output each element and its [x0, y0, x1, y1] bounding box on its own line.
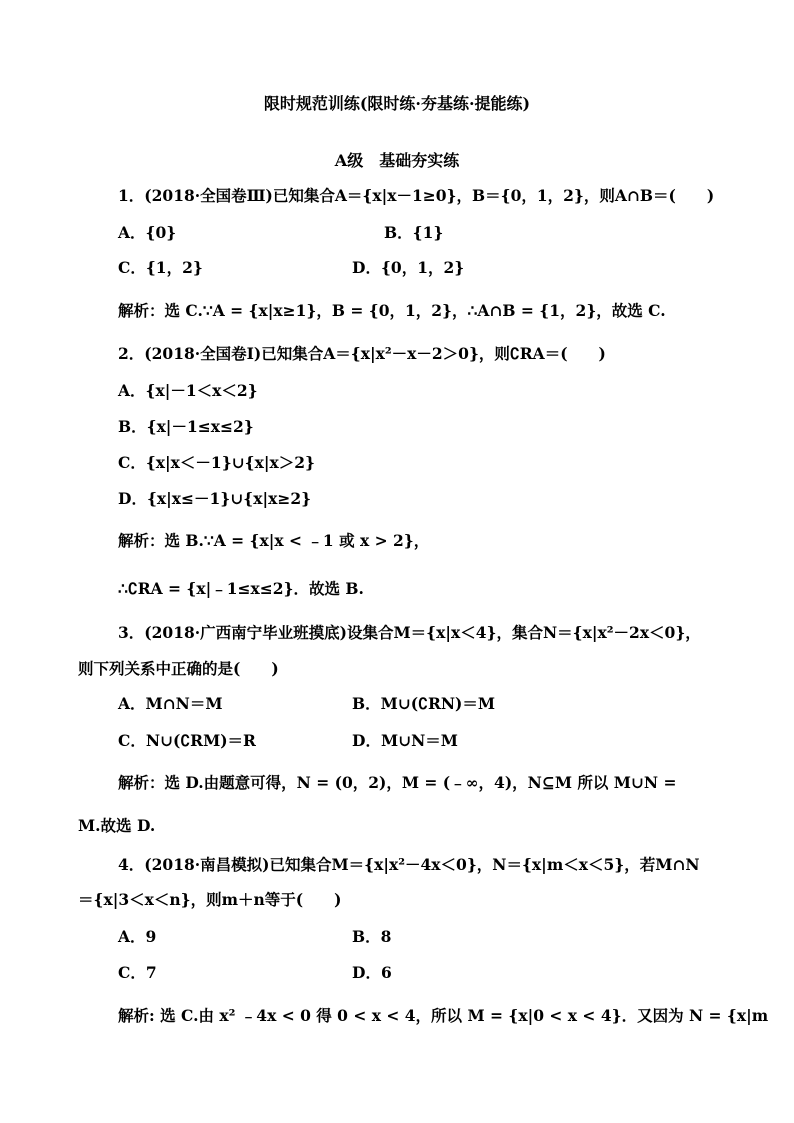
- question-3-option-b: B．M∪(∁RN)＝M: [352, 694, 495, 713]
- question-1-option-b: B．{1}: [384, 223, 444, 242]
- question-3-stem-line-2: 则下列关系中正确的是( ): [78, 659, 279, 678]
- question-2-analysis-line-2: ∴∁RA = {x|﹣1≤x≤2}．故选 B.: [118, 579, 364, 598]
- question-4-analysis-line-1: 解析: 选 C.由 x² ﹣4x < 0 得 0 < x < 4，所以 M = {x|0 < x < 4}．又因为 N = {x|m: [118, 1006, 769, 1025]
- question-1-option-a: A．{0}: [118, 223, 177, 242]
- question-2-option-a: A．{x|－1＜x＜2}: [118, 381, 258, 400]
- question-1-option-c: C．{1，2}: [118, 258, 203, 277]
- question-1-option-d: D．{0，1，2}: [352, 258, 465, 277]
- question-4-option-b: B．8: [352, 927, 392, 946]
- question-2-option-d: D．{x|x≤－1}∪{x|x≥2}: [118, 489, 312, 508]
- question-1-stem: 1．(2018·全国卷Ⅲ)已知集合A＝{x|x－1≥0}，B＝{0，1，2}，则A∩B＝( ): [118, 186, 715, 205]
- question-3-analysis-line-1: 解析：选 D.由题意可得，N = (0，2)，M = (﹣∞，4)，N⊆M 所以 M∪N =: [118, 773, 677, 792]
- question-1-analysis: 解析：选 C.∵A = {x|x≥1}，B = {0，1，2}，∴A∩B = {1，2}，故选 C.: [118, 301, 666, 320]
- question-4-stem-line-2: ＝{x|3＜x＜n}，则m＋n等于( ): [78, 890, 342, 909]
- question-4-stem-line-1: 4．(2018·南昌模拟)已知集合M＝{x|x²－4x＜0}，N＝{x|m＜x＜5}，若M∩N: [118, 855, 700, 874]
- question-2-stem: 2．(2018·全国卷Ⅰ)已知集合A＝{x|x²－x－2＞0}，则∁RA＝( ): [118, 344, 606, 363]
- question-2-option-c: C．{x|x＜－1}∪{x|x＞2}: [118, 453, 316, 472]
- question-3-option-a: A．M∩N＝M: [118, 694, 223, 713]
- question-2-analysis-line-1: 解析：选 B.∵A = {x|x < ﹣1 或 x > 2}，: [118, 531, 430, 550]
- page-title: 限时规范训练(限时练·夯基练·提能练): [263, 94, 531, 113]
- question-4-option-a: A．9: [118, 927, 157, 946]
- question-4-option-d: D．6: [352, 963, 392, 982]
- section-heading: A级 基础夯实练: [334, 151, 460, 170]
- question-3-option-c: C．N∪(∁RM)＝R: [118, 731, 256, 750]
- question-3-stem-line-1: 3．(2018·广西南宁毕业班摸底)设集合M＝{x|x＜4}，集合N＝{x|x²－2x＜0}，: [118, 623, 701, 642]
- question-3-analysis-line-2: M.故选 D.: [78, 816, 156, 835]
- question-4-option-c: C．7: [118, 963, 157, 982]
- question-3-option-d: D．M∪N＝M: [352, 731, 458, 750]
- question-2-option-b: B．{x|－1≤x≤2}: [118, 417, 254, 436]
